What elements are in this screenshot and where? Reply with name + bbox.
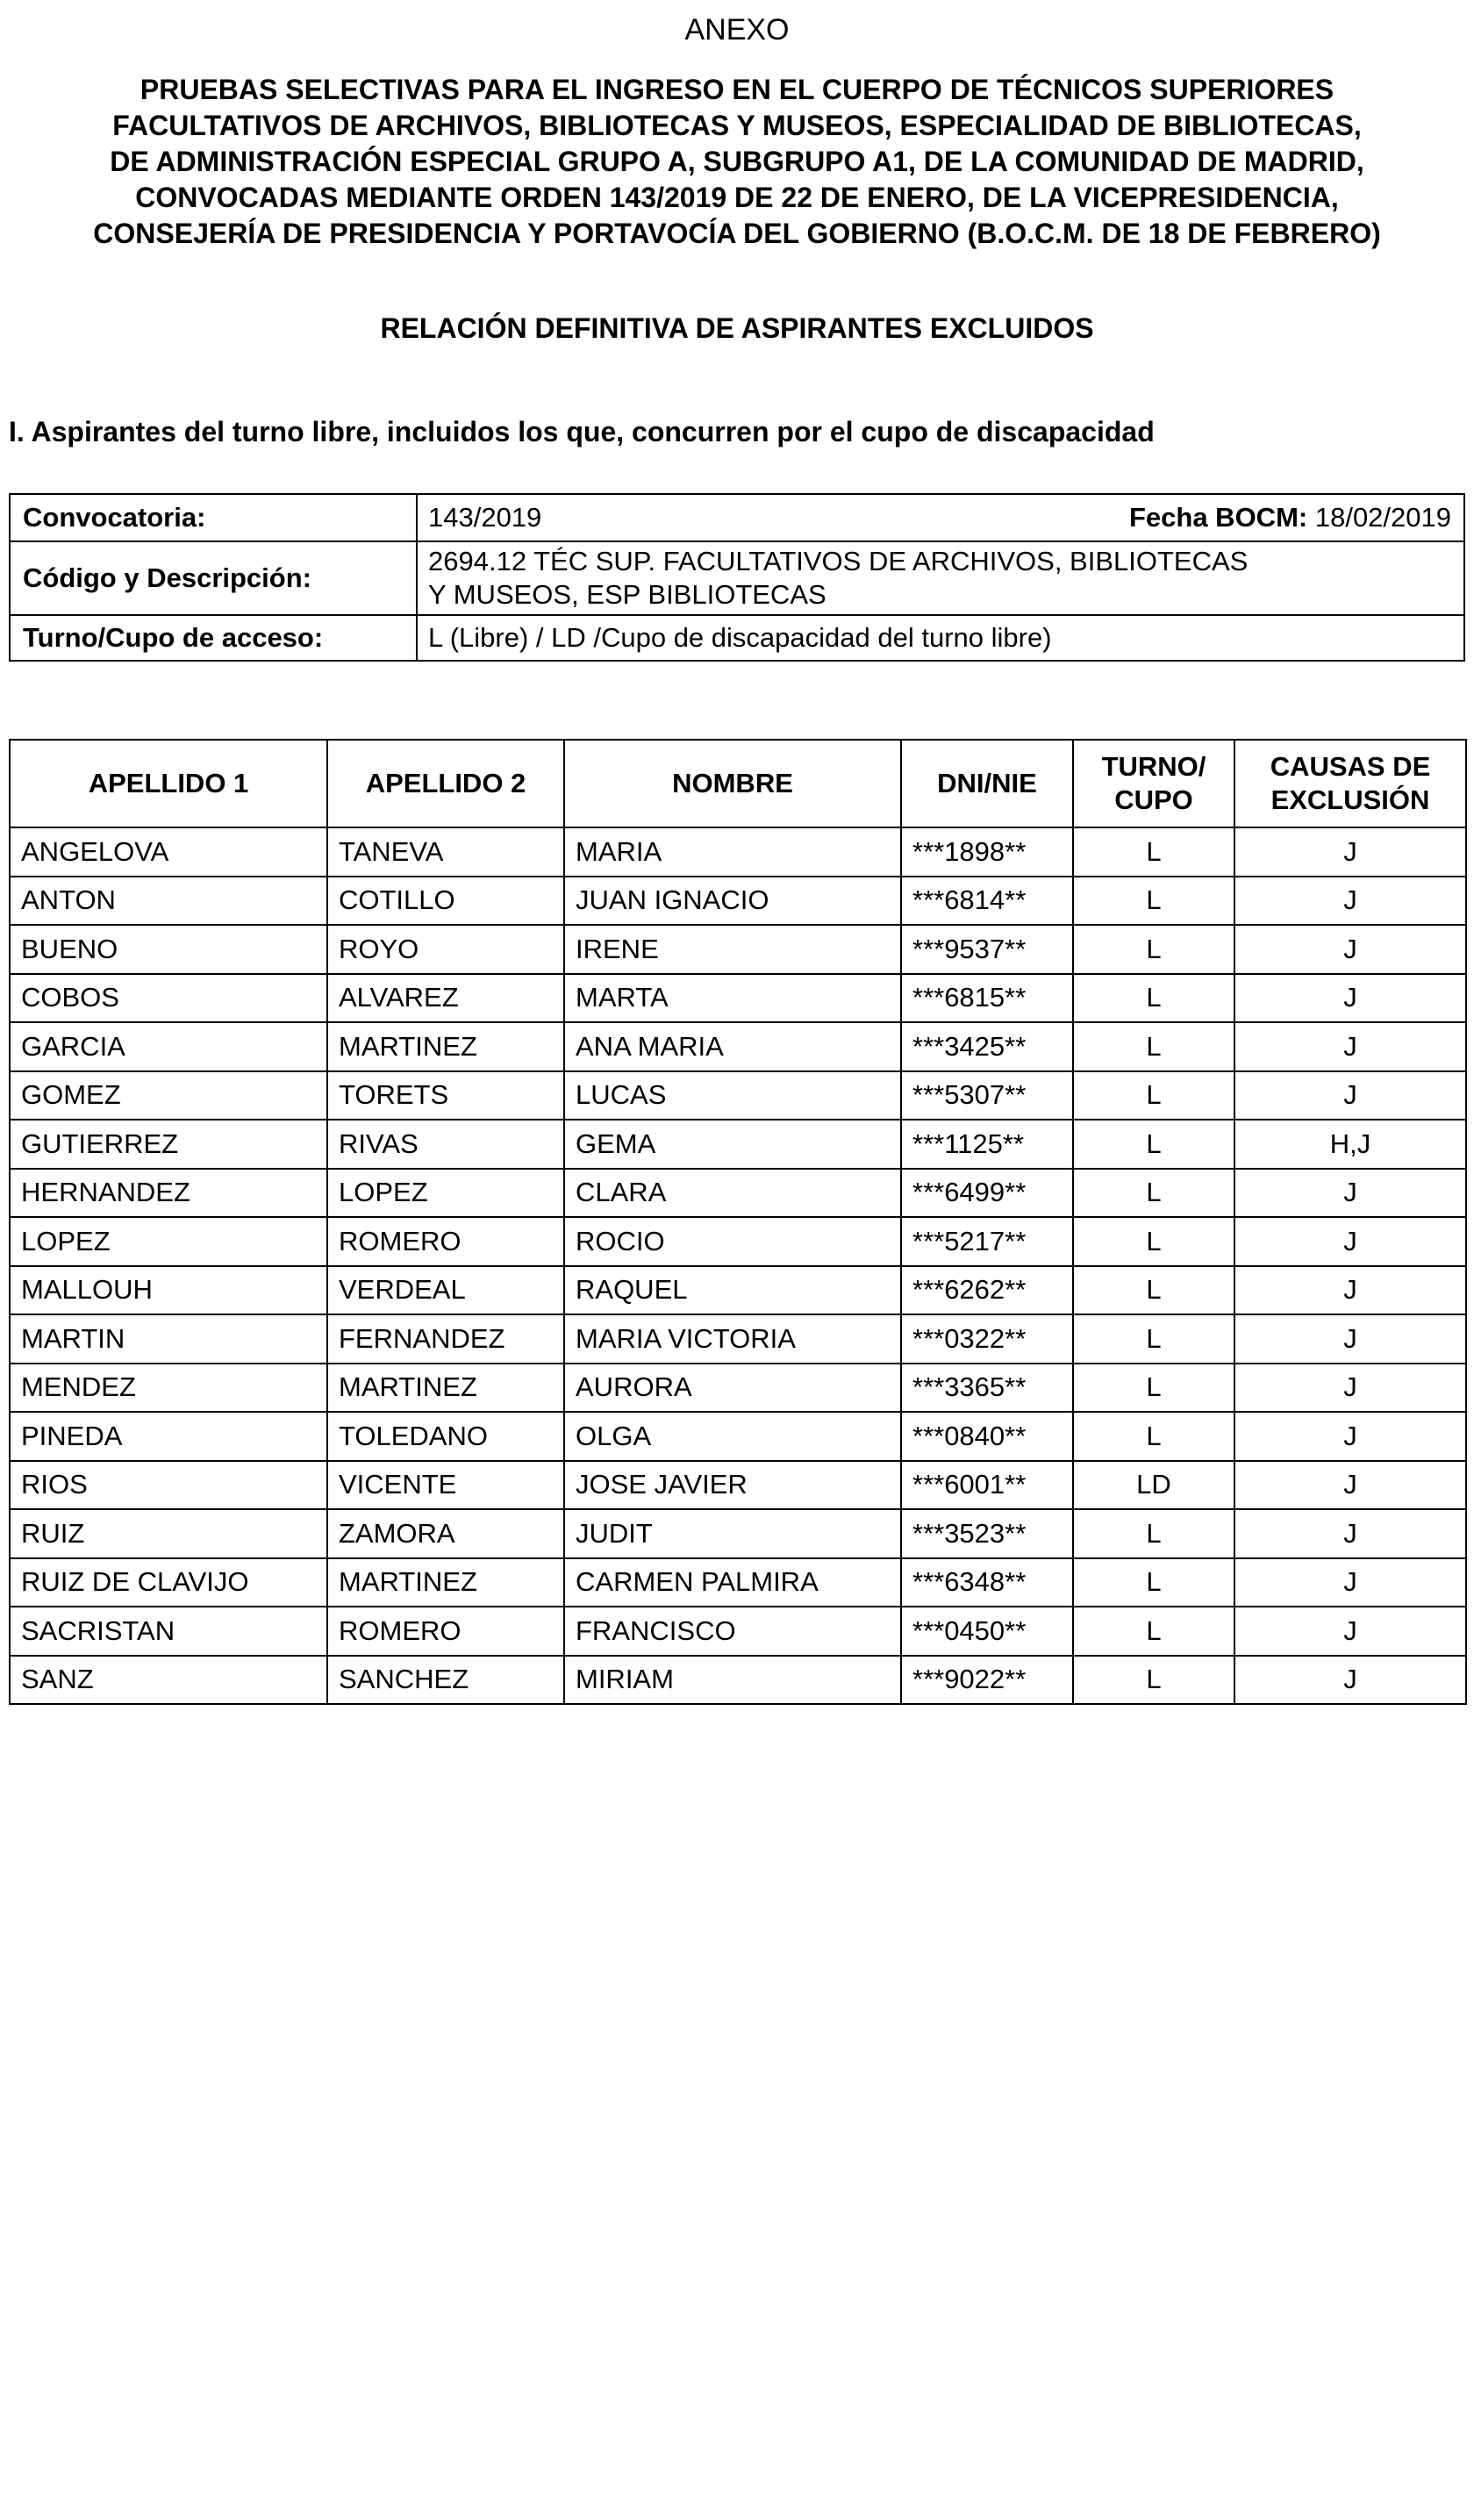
cell-dni: ***0450** [901, 1607, 1073, 1656]
cell-dni: ***9537** [901, 925, 1073, 974]
table-row [10, 827, 1466, 877]
cell-apellido1: SACRISTAN [10, 1607, 327, 1656]
cell-causas: J [1234, 925, 1466, 974]
cell-dni: ***3425** [901, 1022, 1073, 1071]
cell-dni: ***0840** [901, 1412, 1073, 1461]
cell-apellido1: HERNANDEZ [10, 1169, 327, 1218]
table-row [10, 1120, 1466, 1169]
cell-dni: ***0322** [901, 1314, 1073, 1364]
cell-apellido2: COTILLO [327, 877, 564, 926]
codigo-line: Y MUSEOS, ESP BIBLIOTECAS [428, 579, 826, 610]
header-causas-line: CAUSAS DE [1270, 751, 1431, 782]
cell-dni: ***6815** [901, 974, 1073, 1023]
fecha-bocm [1129, 501, 1451, 534]
cell-turno: L [1073, 827, 1234, 877]
cell-apellido1: COBOS [10, 974, 327, 1023]
cell-apellido1: RUIZ [10, 1509, 327, 1558]
cell-apellido1: SANZ [10, 1656, 327, 1705]
cell-apellido1: MARTIN [10, 1314, 327, 1364]
codigo-cell [417, 541, 1464, 615]
convocatoria-value: 143/2019 [428, 502, 542, 533]
cell-turno: L [1073, 1509, 1234, 1558]
cell-apellido1: ANGELOVA [10, 827, 327, 877]
cell-dni: ***6814** [901, 877, 1073, 926]
cell-nombre: JUAN IGNACIO [564, 877, 901, 926]
convocatoria-cell [417, 494, 1464, 541]
table-row [10, 1364, 1466, 1413]
header-causas-line: EXCLUSIÓN [1270, 784, 1430, 815]
codigo-label: Código y Descripción: [10, 541, 417, 615]
cell-turno: L [1073, 1412, 1234, 1461]
table-row [10, 974, 1466, 1023]
section-title: I. Aspirantes del turno libre, incluidos los que, concurren por el cupo de discapacidad [9, 416, 1155, 447]
cell-nombre: ANA MARIA [564, 1022, 901, 1071]
cell-apellido2: ZAMORA [327, 1509, 564, 1558]
cell-dni: ***5307** [901, 1071, 1073, 1120]
cell-nombre: FRANCISCO [564, 1607, 901, 1656]
cell-turno: L [1073, 925, 1234, 974]
table-row [10, 1656, 1466, 1705]
header-turno [1073, 740, 1234, 827]
cell-apellido1: ANTON [10, 877, 327, 926]
table-row [10, 1509, 1466, 1558]
cell-apellido2: MARTINEZ [327, 1022, 564, 1071]
cell-dni: ***6001** [901, 1461, 1073, 1510]
cell-apellido1: BUENO [10, 925, 327, 974]
table-row [10, 925, 1466, 974]
cell-dni: ***3523** [901, 1509, 1073, 1558]
header-turno-line: TURNO/ [1101, 751, 1206, 782]
cell-turno: L [1073, 1558, 1234, 1607]
header-causas [1234, 740, 1466, 827]
cell-dni: ***6262** [901, 1266, 1073, 1315]
cell-apellido1: GOMEZ [10, 1071, 327, 1120]
cell-apellido2: LOPEZ [327, 1169, 564, 1218]
cell-apellido2: MARTINEZ [327, 1364, 564, 1413]
cell-causas: J [1234, 1314, 1466, 1364]
table-row [10, 1266, 1466, 1315]
header-nombre: NOMBRE [564, 740, 901, 827]
cell-turno: L [1073, 1266, 1234, 1315]
header-turno-line: CUPO [1114, 784, 1193, 815]
cell-nombre: GEMA [564, 1120, 901, 1169]
cell-nombre: MIRIAM [564, 1656, 901, 1705]
cell-causas: J [1234, 1071, 1466, 1120]
cell-causas: H,J [1234, 1120, 1466, 1169]
cell-apellido2: TOLEDANO [327, 1412, 564, 1461]
cell-causas: J [1234, 1217, 1466, 1266]
cell-apellido2: TORETS [327, 1071, 564, 1120]
cell-apellido1: GUTIERREZ [10, 1120, 327, 1169]
cell-dni: ***6348** [901, 1558, 1073, 1607]
title-line: PRUEBAS SELECTIVAS PARA EL INGRESO EN EL CUERPO DE TÉCNICOS SUPERIORES [140, 74, 1334, 105]
cell-turno: L [1073, 974, 1234, 1023]
table-body [10, 827, 1466, 1704]
cell-apellido1: GARCIA [10, 1022, 327, 1071]
convocatoria-info-table [9, 493, 1465, 662]
table-row [10, 1314, 1466, 1364]
cell-turno: L [1073, 1364, 1234, 1413]
cell-causas: J [1234, 1461, 1466, 1510]
cell-nombre: CARMEN PALMIRA [564, 1558, 901, 1607]
cell-causas: J [1234, 1266, 1466, 1315]
cell-dni: ***9022** [901, 1656, 1073, 1705]
cell-turno: L [1073, 1022, 1234, 1071]
table-header-row [10, 740, 1466, 827]
cell-turno: L [1073, 1120, 1234, 1169]
cell-nombre: ROCIO [564, 1217, 901, 1266]
cell-nombre: MARTA [564, 974, 901, 1023]
table-row [10, 877, 1466, 926]
cell-nombre: OLGA [564, 1412, 901, 1461]
cell-nombre: CLARA [564, 1169, 901, 1218]
cell-apellido2: ALVAREZ [327, 974, 564, 1023]
cell-nombre: AURORA [564, 1364, 901, 1413]
excluded-applicants-table [9, 739, 1467, 1705]
cell-apellido2: MARTINEZ [327, 1558, 564, 1607]
info-row-codigo [10, 541, 1464, 615]
cell-apellido1: LOPEZ [10, 1217, 327, 1266]
table-row [10, 1022, 1466, 1071]
cell-dni: ***1898** [901, 827, 1073, 877]
cell-apellido1: PINEDA [10, 1412, 327, 1461]
cell-nombre: LUCAS [564, 1071, 901, 1120]
cell-apellido1: MALLOUH [10, 1266, 327, 1315]
cell-apellido2: ROMERO [327, 1217, 564, 1266]
cell-causas: J [1234, 1656, 1466, 1705]
header-apellido2: APELLIDO 2 [327, 740, 564, 827]
cell-nombre: JUDIT [564, 1509, 901, 1558]
info-row-turno [10, 615, 1464, 661]
cell-nombre: RAQUEL [564, 1266, 901, 1315]
cell-causas: J [1234, 877, 1466, 926]
cell-dni: ***1125** [901, 1120, 1073, 1169]
cell-causas: J [1234, 1412, 1466, 1461]
cell-apellido2: SANCHEZ [327, 1656, 564, 1705]
cell-apellido2: VERDEAL [327, 1266, 564, 1315]
cell-causas: J [1234, 827, 1466, 877]
fecha-value: 18/02/2019 [1314, 502, 1451, 533]
table-row [10, 1071, 1466, 1120]
cell-turno: L [1073, 1217, 1234, 1266]
header-dni: DNI/NIE [901, 740, 1073, 827]
table-row [10, 1169, 1466, 1218]
cell-turno: L [1073, 1314, 1234, 1364]
table-row [10, 1607, 1466, 1656]
cell-nombre: MARIA VICTORIA [564, 1314, 901, 1364]
cell-apellido1: MENDEZ [10, 1364, 327, 1413]
title-line: CONVOCADAS MEDIANTE ORDEN 143/2019 DE 22 DE ENERO, DE LA VICEPRESIDENCIA, [135, 182, 1339, 213]
cell-apellido2: ROYO [327, 925, 564, 974]
cell-dni: ***6499** [901, 1169, 1073, 1218]
cell-causas: J [1234, 1022, 1466, 1071]
title-line: CONSEJERÍA DE PRESIDENCIA Y PORTAVOCÍA DEL GOBIERNO (B.O.C.M. DE 18 DE FEBRERO) [93, 218, 1381, 249]
cell-nombre: JOSE JAVIER [564, 1461, 901, 1510]
table-row [10, 1461, 1466, 1510]
cell-apellido1: RUIZ DE CLAVIJO [10, 1558, 327, 1607]
table-row [10, 1217, 1466, 1266]
codigo-line: 2694.12 TÉC SUP. FACULTATIVOS DE ARCHIVOS, BIBLIOTECAS [428, 546, 1249, 576]
turno-label: Turno/Cupo de acceso: [10, 615, 417, 661]
cell-apellido2: ROMERO [327, 1607, 564, 1656]
relacion-title: RELACIÓN DEFINITIVA DE ASPIRANTES EXCLUIDOS [380, 312, 1094, 344]
cell-dni: ***3365** [901, 1364, 1073, 1413]
cell-causas: J [1234, 974, 1466, 1023]
document-title [35, 72, 1439, 252]
cell-apellido2: TANEVA [327, 827, 564, 877]
turno-value: L (Libre) / LD /Cupo de discapacidad del turno libre) [417, 615, 1464, 661]
title-line: DE ADMINISTRACIÓN ESPECIAL GRUPO A, SUBGRUPO A1, DE LA COMUNIDAD DE MADRID, [110, 146, 1364, 177]
cell-turno: L [1073, 1656, 1234, 1705]
cell-causas: J [1234, 1169, 1466, 1218]
cell-apellido1: RIOS [10, 1461, 327, 1510]
header-apellido1: APELLIDO 1 [10, 740, 327, 827]
cell-dni: ***5217** [901, 1217, 1073, 1266]
cell-apellido2: FERNANDEZ [327, 1314, 564, 1364]
cell-turno: L [1073, 1169, 1234, 1218]
cell-turno: LD [1073, 1461, 1234, 1510]
convocatoria-label: Convocatoria: [10, 494, 417, 541]
cell-causas: J [1234, 1364, 1466, 1413]
cell-turno: L [1073, 1071, 1234, 1120]
cell-apellido2: VICENTE [327, 1461, 564, 1510]
info-row-convocatoria [10, 494, 1464, 541]
cell-nombre: IRENE [564, 925, 901, 974]
anexo-heading: ANEXO [684, 13, 790, 47]
fecha-label: Fecha BOCM: [1128, 502, 1308, 533]
cell-turno: L [1073, 1607, 1234, 1656]
cell-turno: L [1073, 877, 1234, 926]
cell-causas: J [1234, 1558, 1466, 1607]
cell-causas: J [1234, 1607, 1466, 1656]
cell-nombre: MARIA [564, 827, 901, 877]
table-row [10, 1412, 1466, 1461]
cell-apellido2: RIVAS [327, 1120, 564, 1169]
table-row [10, 1558, 1466, 1607]
title-line: FACULTATIVOS DE ARCHIVOS, BIBLIOTECAS Y MUSEOS, ESPECIALIDAD DE BIBLIOTECAS, [112, 110, 1362, 141]
cell-causas: J [1234, 1509, 1466, 1558]
